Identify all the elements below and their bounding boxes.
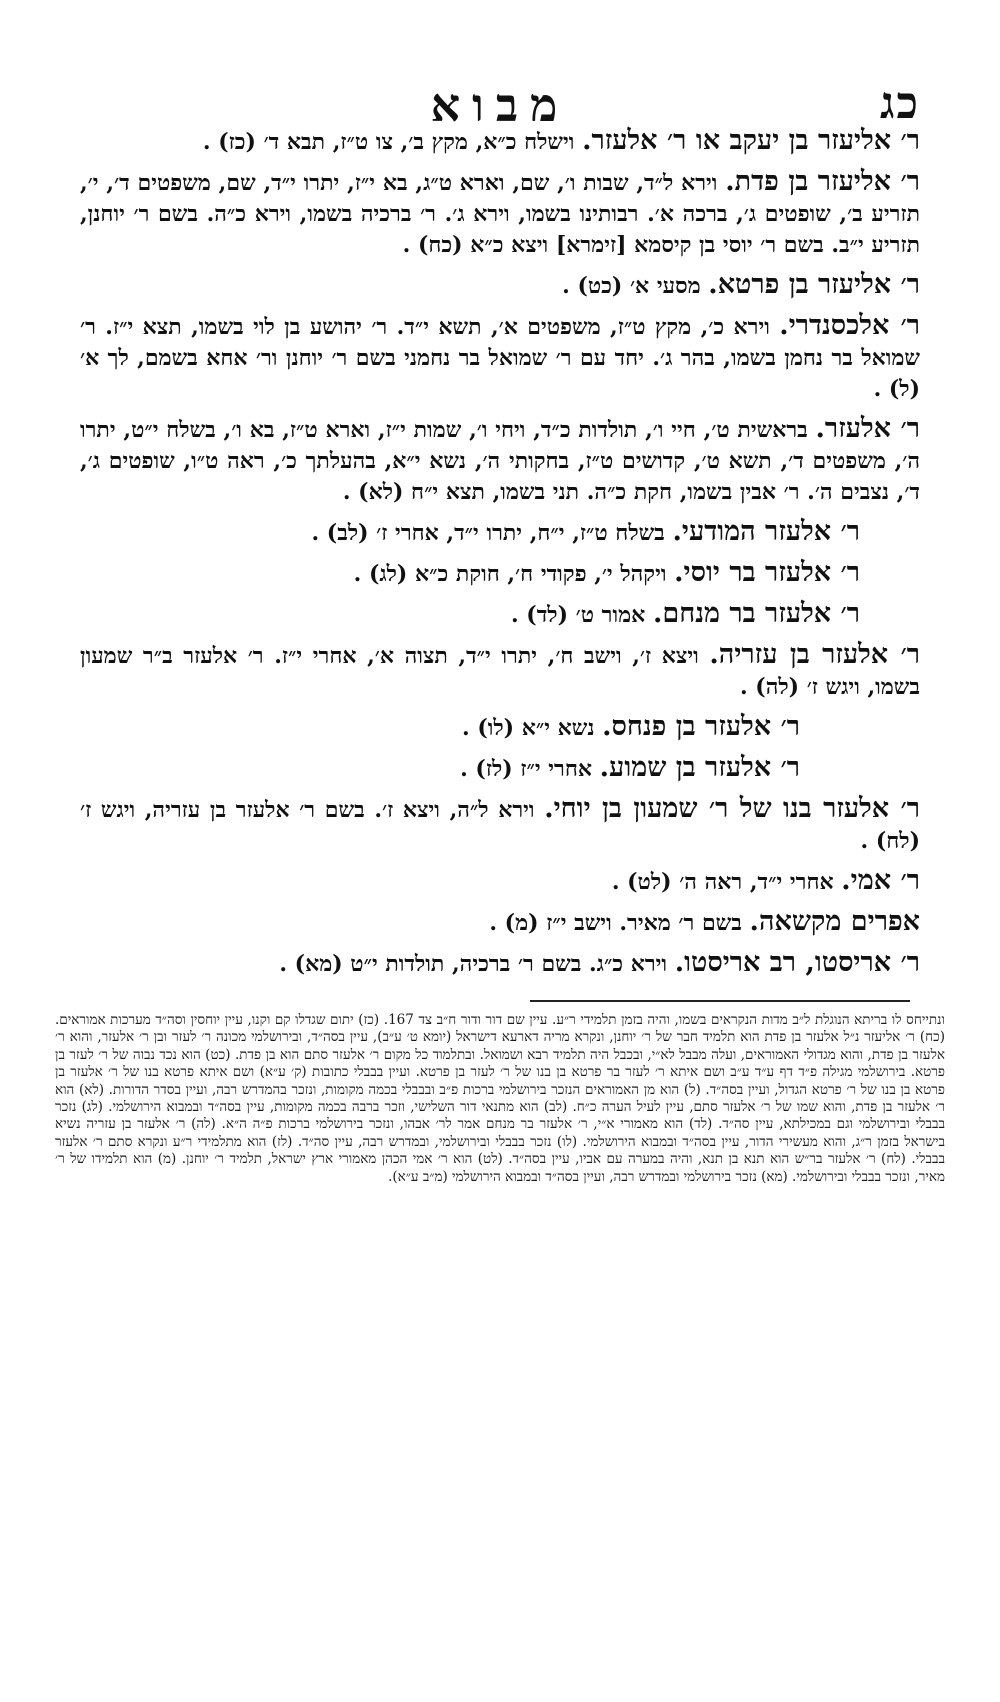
entry-name: ר׳ אלעזר בר מנחם.: [652, 598, 860, 629]
entry-text: בשלח ט״ז, י״ח, יתרו י״ד, אחרי ז׳ (לב) .: [311, 520, 665, 546]
entry-text: נשא י״א (לו) .: [462, 715, 595, 741]
entry-name: ר׳ אלעזר בן שמוע.: [599, 752, 800, 783]
entry-text: אחרי י״ד, ראה ה׳ (לט) .: [611, 869, 834, 895]
entry: [80, 752, 800, 785]
entry: [80, 906, 920, 939]
entry-text: אחרי י״ז (לז) .: [460, 756, 592, 782]
entry: [80, 793, 920, 857]
running-title: מבוא: [430, 78, 570, 132]
entry-text: וירא כ״ג. בשם ר׳ ברכיה, תולדות י״ט (מא) .: [279, 951, 668, 977]
entry: [80, 166, 920, 261]
entry-text: אמור ט׳ (לד) .: [510, 602, 646, 628]
entry: [80, 639, 920, 703]
entry-name: ר׳ אמי.: [841, 865, 920, 896]
entry: [80, 947, 920, 980]
entry-name: ר׳ אלעזר המודעי.: [672, 516, 860, 547]
entry-name: ר׳ אלכסנדרי.: [779, 310, 920, 341]
entry-name: ר׳ אלעזר בן פנחס.: [602, 711, 800, 742]
entry-name: ר׳ אליעזר בן פרטא.: [708, 269, 920, 300]
entry: [80, 598, 860, 631]
entry-name: ר׳ אליעזר בן פדת.: [725, 166, 920, 197]
entry-text: וירא כ׳, מקץ ט״ז, משפטים א׳, תשא י״ד. ר׳ יהושע בן לוי בשמו, תצא י״ז. ר׳ שמואל בר נחמן בשמו, בהר ג׳. יחד עם ר׳ שמואל בר נחמני בשם ר׳ יוחנן ור׳ אחא בשמם, לך א׳ (ל) .: [80, 314, 920, 402]
entry: [80, 310, 920, 405]
entry-text: מסעי א׳ (כט) .: [562, 273, 701, 299]
entry-text: ויקהל י׳, פקודי ח׳, חוקת כ״א (לג) .: [353, 561, 667, 587]
entry-text: ויצא ז׳, וישב ח׳, יתרו י״ד, תצוה א׳, אחרי י״ז. ר׳ אלעזר ב״ר שמעון בשמו, ויגש ז׳ (לה) .: [80, 643, 920, 700]
entry-name: ר׳ אלעזר בר יוסי.: [674, 557, 860, 588]
entry-text: וירא ל״ד, שבות ו׳, שם, וארא ט״ג, בא י״ז, יתרו י״ד, שם, משפטים ד׳, י׳, תזריע ב׳, שופטים ג׳, ברכה א׳. רבותינו בשמו, וירא ג׳. ר׳ ברכיה בשמו, וירא כ״ה. בשם ר׳ יוחנן, תזריע י״ב. בשם ר׳ יוסי בן קיסמא [זימרא] ויצא כ״א (כח) .: [80, 170, 920, 258]
entry: [80, 269, 920, 302]
entry-name: ר׳ אריסטו, רב אריסטו.: [674, 947, 920, 978]
main-text: [80, 125, 920, 988]
entry-name: ר׳ אלעזר בן עזריה.: [709, 639, 920, 670]
entry-text: בראשית ט׳, חיי ו׳, תולדות כ״ד, ויחי ו׳, שמות י״ז, וארא ט״ז, בא ו׳, בשלח י״ט, יתרו ה׳, משפטים ד׳, תשא ט׳, קדושים ט״ז, בחקותי ה׳, נשא י״א, בהעלתך כ׳, ראה ט״ו, שופטים ג׳, ד׳, נצבים ה׳. ר׳ אבין בשמו, חקת כ״ה. תני בשמו, תצא י״ח (לא) .: [80, 417, 920, 505]
entry-text: בשם ר׳ מאיר. וישב י״ז (מ) .: [489, 910, 742, 936]
footnotes: ונתייחס לו בריתא הנוגלת ל״ב מדות הנקראים בשמו, והיה בזמן תלמידי ר״ע. עיין שם דור ודור ח״ב צד 167. (כז) יתום שגדלו קם וקנו, עיין יוחסין וסה״ד מערכות אמוראים. (כח) ר׳ אליעזר נ״ל אלעזר בן פדת הוא תלמיד חבר של ר׳ יוחנן, ונקרא מריה דארעא דישראל (יומא ט׳ ע״ב), עיין בסה״ד, ובירושלמי מכונה ר׳ לעזר ובן ר׳ אלעזר, והוא ר׳ אלעזר בן פדת, והוא מגדולי האמוראים, ועלה מבבל לא״י, ובכבל היה תלמיד רבא ושמואל. ובתלמוד כל מקום ר׳ אלעזר סתם הוא בן פדת. (כט) הוא נכד נבוה של ר׳ לעזר בן פרטא. בירושלמי מגילה פ״ד דף ע״ד ע״ב ושם איתא ר׳ לעזר בר פרטא בן בנו של ר׳ לעזר בן פרטא. ועיין בבבלי כתובות (ק׳ ע״א) ושם איתא פרטא בנו של ר׳ אלעזר בן פרטא בן בנו של ר׳ פרטא הגדול, ועיין בסה״ד. (ל) הוא מן האמוראים הנזכר בירושלמי ברכות פ״ב ובבבלי בכמה מקומות, ונזכר בהמדרש רבה, ועיין בסדר הדורות. (לא) הוא ר׳ אלעזר בן פדת, והוא שמו של ר׳ אלעזר סתם, עיין לעיל הערה כ״ח. (לב) הוא מתנאי דור השלישי, וזכר ברבה בכמה מקומות, עיין בסה״ד ובמבוא הירושלמי. (לג) נזכר בבבלי ובירושלמי וגם במכילתא, עיין סה״ד. (לד) הוא מאמורי א״י, ר׳ אלעזר בר מנחם אמר לר׳ אבהו, ונזכר בירושלמי ברכות פ״ה ה״א. (לה) ר׳ אלעזר בן עזריה נשיא בישראל בזמן ר״ג, והוא מעשירי הדור, עיין בסה״ד ובמבוא הירושלמי. (לו) נזכר בבבלי ובירושלמי, ובמדרש רבה, עיין סה״ד. (לז) הוא מתלמידי ר״ע ונקרא סתם ר׳ אלעזר בבבלי. (לח) ר׳ אלעזר בר״ש הוא תנא בן תנא, והיה במערה עם אביו, עיין בסה״ד. (לט) הוא ר׳ אמי הכהן מאמורי ארץ ישראל, תלמיד ר׳ יוחנן. (מ) הוא תלמידו של ר׳ מאיר, ונזכר בבבלי ובירושלמי. (מא) נזכר בירושלמי ובמדרש רבה, ועיין בסה״ד ובמבוא הירושלמי (מ״ב ע״א).: [55, 1012, 945, 1185]
entry: [80, 125, 920, 158]
entry-text: וישלח כ״א, מקץ ב׳, צו ט״ז, תבא ד׳ (כז) .: [202, 129, 575, 155]
entry: [80, 516, 860, 549]
entry: [80, 557, 860, 590]
entry: [80, 711, 800, 744]
page-header: [80, 78, 920, 132]
entry-name: ר׳ אליעזר בן יעקב או ר׳ אלעזר.: [582, 125, 920, 156]
footnote-divider: [530, 1000, 910, 1002]
entry-name: ר׳ אלעזר בנו של ר׳ שמעון בן יוחי.: [544, 793, 921, 824]
entry-text: וירא ל״ה, ויצא ז׳. בשם ר׳ אלעזר בן עזריה, ויגש ז׳ (לח) .: [80, 797, 920, 854]
entry: [80, 413, 920, 508]
entry: [80, 865, 920, 898]
page-number: כג: [879, 78, 920, 129]
entry-name: אפרים מקשאה.: [749, 906, 920, 937]
entry-name: ר׳ אלעזר.: [815, 413, 920, 444]
